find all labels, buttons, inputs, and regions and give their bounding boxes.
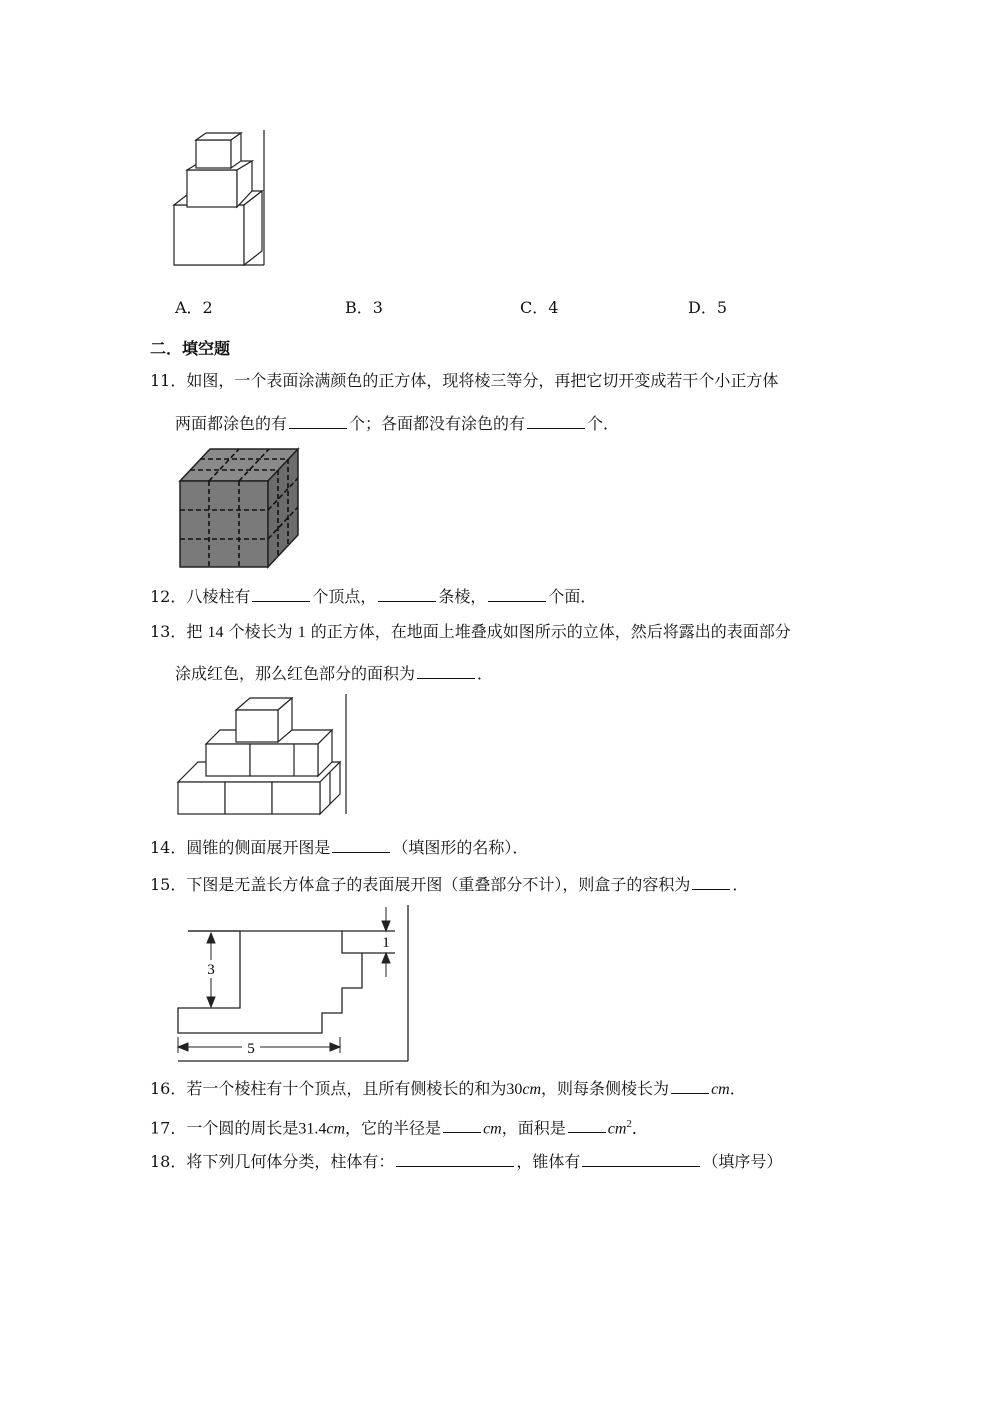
q17-text-d: ． xyxy=(631,1118,648,1138)
q13-number: 13． xyxy=(150,622,187,641)
section-title: 二．填空题 xyxy=(150,339,231,358)
q17-blank-2[interactable] xyxy=(568,1116,606,1133)
box-net-figure xyxy=(170,903,415,1065)
q13-line2 xyxy=(175,662,493,685)
q17-unit: cm xyxy=(326,1120,346,1138)
q16-text-c: ． xyxy=(729,1079,746,1098)
q11-line1 xyxy=(150,370,778,392)
q11-number: 11． xyxy=(150,371,187,390)
q17-unit3: cm xyxy=(607,1120,627,1138)
q13-text-c: 的正方体，在地面上堆叠成如图所示的立体，然后将露出的表面部分 xyxy=(310,622,791,641)
q13-text-a: 把 xyxy=(186,622,203,641)
q17-number: 17． xyxy=(150,1118,187,1138)
q12-blank-2[interactable] xyxy=(378,585,436,602)
q16-number: 16． xyxy=(150,1079,187,1098)
q13-text2a: 涂成红色，那么红色部分的面积为 xyxy=(175,664,416,683)
q16-text-a: 若一个棱柱有十个顶点，且所有侧棱长的和为 xyxy=(186,1079,507,1098)
q17-value: 31.4 xyxy=(298,1120,327,1138)
option-d: D．5 xyxy=(688,298,728,317)
q14-blank[interactable] xyxy=(332,836,390,853)
q17-unit2: cm xyxy=(483,1120,502,1138)
q18-line xyxy=(150,1150,782,1173)
q11-text2a: 两面都涂色的有 xyxy=(175,414,288,433)
fig-label-1: 1 xyxy=(382,935,390,951)
q18-number: 18． xyxy=(150,1152,187,1171)
q14-line xyxy=(150,836,528,859)
q12-text-c: 条棱， xyxy=(438,587,487,606)
q16-text-b: ，则每条侧棱长为 xyxy=(541,1079,670,1098)
q17-line xyxy=(150,1113,648,1140)
q11-text2c: 个． xyxy=(587,414,620,433)
stacked-cubes-figure xyxy=(160,125,272,270)
q17-text-b: ，它的半径是 xyxy=(345,1118,442,1138)
q11-blank-1[interactable] xyxy=(289,412,347,429)
q13-line1 xyxy=(150,621,791,644)
q16-unit2: cm xyxy=(711,1081,730,1098)
fig-label-3: 3 xyxy=(207,962,215,978)
q11-line2 xyxy=(175,412,619,435)
q18-text-a: 将下列几何体分类，柱体有： xyxy=(186,1152,395,1171)
q12-text-b: 个顶点， xyxy=(312,587,377,606)
q17-blank-1[interactable] xyxy=(443,1116,481,1133)
q18-text-c: （填序号） xyxy=(702,1152,783,1171)
q12-blank-1[interactable] xyxy=(252,585,310,602)
q16-blank[interactable] xyxy=(671,1077,709,1094)
q16-value: 30 xyxy=(506,1081,523,1098)
q14-number: 14． xyxy=(150,838,187,857)
q12-line xyxy=(150,585,596,608)
q13-text-b: 个棱长为 xyxy=(228,622,293,641)
q15-text-b: ． xyxy=(732,875,749,894)
q13-count: 14 xyxy=(207,624,224,641)
q14-text-b: （填图形的名称）． xyxy=(392,838,529,857)
q15-number: 15． xyxy=(150,875,187,894)
q16-unit: cm xyxy=(522,1081,542,1098)
q17-text-a: 一个圆的周长是 xyxy=(186,1118,299,1138)
option-c: C．4 xyxy=(520,298,559,317)
q17-sup: 2 xyxy=(626,1118,632,1130)
cube-pyramid-figure xyxy=(172,690,352,818)
q12-number: 12． xyxy=(150,587,187,606)
fig-label-5: 5 xyxy=(247,1041,255,1057)
option-b: B．3 xyxy=(345,298,383,317)
q12-text-a: 八棱柱有 xyxy=(186,587,251,606)
q16-line xyxy=(150,1077,746,1101)
q11-blank-2[interactable] xyxy=(527,412,585,429)
painted-cube-figure xyxy=(172,443,304,571)
q17-text-c: ，面积是 xyxy=(501,1118,566,1138)
q15-text-a: 下图是无盖长方体盒子的表面展开图（重叠部分不计），则盒子的容积为 xyxy=(186,875,691,894)
q18-text-b: ，锥体有 xyxy=(516,1152,581,1171)
q18-blank-1[interactable] xyxy=(396,1150,514,1167)
q15-line xyxy=(150,873,748,896)
q12-text-d: 个面． xyxy=(548,587,597,606)
option-a: A．2 xyxy=(175,298,213,317)
q18-blank-2[interactable] xyxy=(582,1150,700,1167)
q15-blank[interactable] xyxy=(692,873,730,890)
q11-text2b: 个；各面都没有涂色的有 xyxy=(349,414,526,433)
q12-blank-3[interactable] xyxy=(488,585,546,602)
q13-text2b: ． xyxy=(477,664,494,683)
q14-text-a: 圆锥的侧面展开图是 xyxy=(186,838,331,857)
q13-blank[interactable] xyxy=(417,662,475,679)
q11-text1: 如图，一个表面涂满颜色的正方体，现将棱三等分，再把它切开变成若干个小正方体 xyxy=(186,371,779,390)
q13-edge: 1 xyxy=(297,624,306,641)
